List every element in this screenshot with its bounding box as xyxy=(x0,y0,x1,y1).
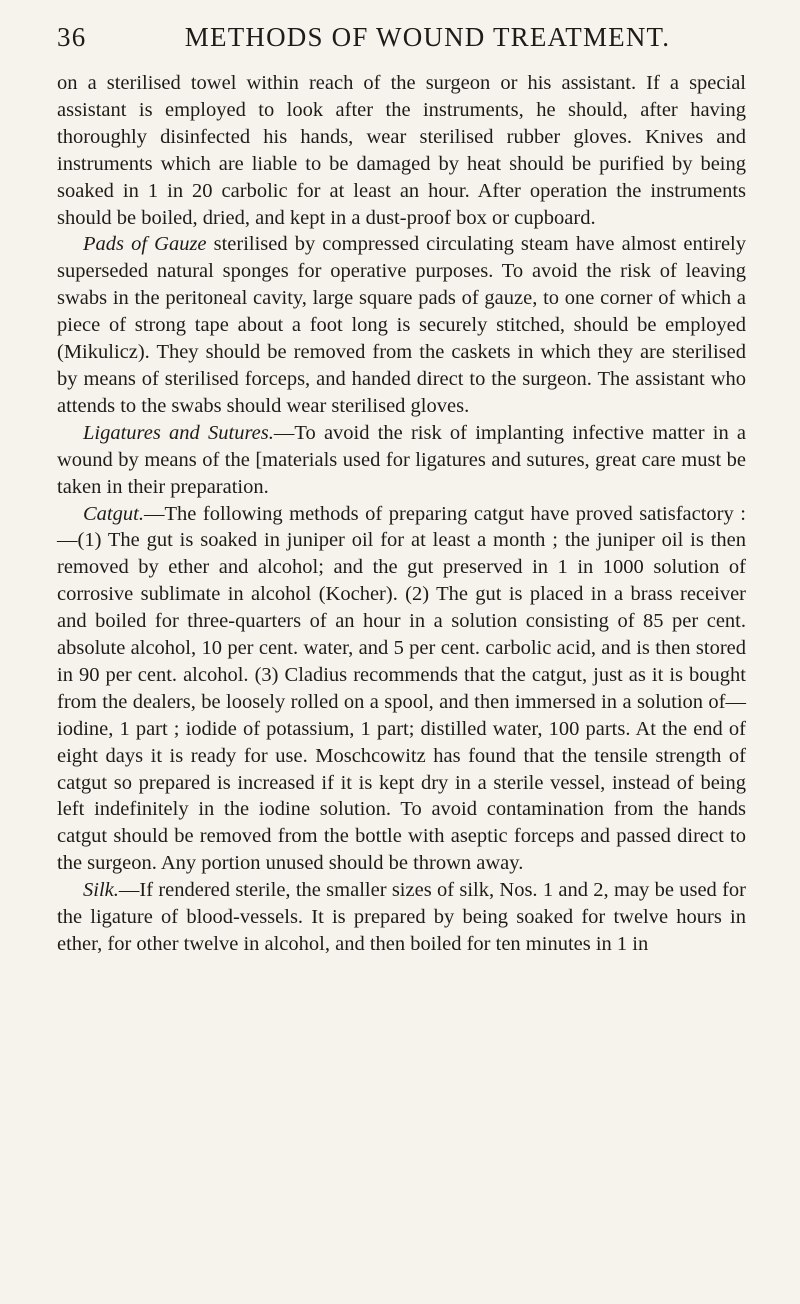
paragraph-pads-of-gauze xyxy=(57,231,746,419)
paragraph-text: sterilised by compressed circulating steam have almost entirely superseded natural sponges for operative purposes. To avoid the risk of leaving swabs in the peritoneal cavity, large square pads of gauze, to one corner of which a piece of strong tape about a foot long is securely stitched, should be employed (Mikulicz). They should be removed from the caskets in which they are sterilised by means of sterilised forceps, and handed direct to the surgeon. The assistant who attends to the swabs should wear sterilised gloves. xyxy=(57,233,746,417)
paragraph-text: —The following methods of preparing catgut have proved satisfactory :—(1) The gut is soaked in juniper oil for at least a month ; the juniper oil is then removed by ether and alcohol; and the gut preserved in 1 in 1000 solution of corrosive sublimate in alcohol (Kocher). (2) The gut is placed in a brass receiver and boiled for three-quarters of an hour in a solution consisting of 85 per cent. absolute alcohol, 10 per cent. water, and 5 per cent. carbolic acid, and is then stored in 90 per cent. alcohol. (3) Cladius recommends that the catgut, just as it is bought from the dealers, be loosely rolled on a spool, and then immersed in a solution of—iodine, 1 part ; iodide of potassium, 1 part; distilled water, 100 parts. At the end of eight days it is ready for use. Moschcowitz has found that the tensile strength of catgut so prepared is increased if it is kept dry in a sterile vessel, instead of being left indefinitely in the iodine solution. To avoid contamination from the hands catgut should be removed from the bottle with aseptic forceps and passed direct to the surgeon. Any portion unused should be thrown away. xyxy=(57,502,746,875)
running-header xyxy=(57,22,746,62)
body-text xyxy=(57,70,746,958)
paragraph-text: —To avoid the risk of implanting infective matter in a wound by means of the [materials used for ligatures and sutures, great care must be taken in their preparation. xyxy=(57,421,747,498)
paragraph-heading: Ligatures and Sutures. xyxy=(83,421,274,444)
running-title: METHODS OF WOUND TREATMENT. xyxy=(184,22,671,52)
paragraph-continued xyxy=(57,70,746,231)
page-number: 36 xyxy=(57,22,87,52)
paragraph-text: on a sterilised towel within reach of the surgeon or his assistant. If a special assistant is employed to look after the instruments, he should, after having thoroughly disinfected his hands, wear sterilised rubber gloves. Knives and instruments which are liable to be damaged by heat should be purified by being soaked in 1 in 20 carbolic for at least an hour. After operation the instruments should be boiled, dried, and kept in a dust-proof box or cupboard. xyxy=(57,72,746,229)
paragraph-silk xyxy=(57,877,746,958)
paragraph-heading: Catgut. xyxy=(83,502,144,525)
paragraph-heading: Pads of Gauze xyxy=(83,233,207,256)
paragraph-heading: Silk. xyxy=(83,879,119,902)
paragraph-text: —If rendered sterile, the smaller sizes of silk, Nos. 1 and 2, may be used for the ligature of blood-vessels. It is prepared by being soaked for twelve hours in ether, for other twelve in alcohol, and then boiled for ten minutes in 1 in xyxy=(57,879,746,955)
paragraph-ligatures-and-sutures xyxy=(57,420,746,501)
paragraph-catgut xyxy=(57,501,746,878)
